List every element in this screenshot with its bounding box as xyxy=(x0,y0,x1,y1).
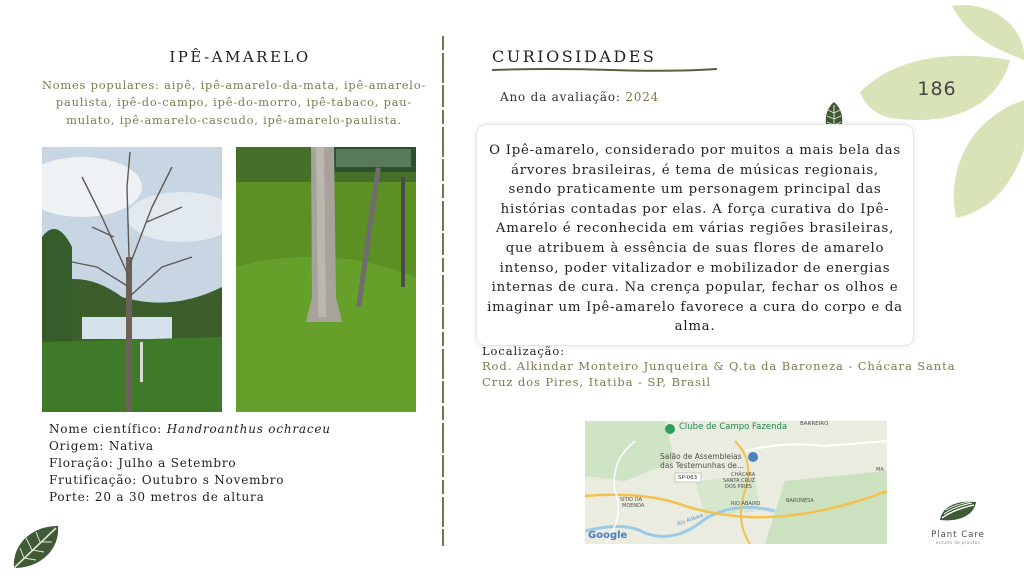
page-divider xyxy=(442,36,444,546)
popular-names: Nomes populares: aipê, ipê-amarelo-da-mata, ipê-amarelo-paulista, ipê-do-campo, ipê-do-morro, ipê-tabaco, pau-mulato, ipê-amarelo-cascudo, ipê-amarelo-paulista. xyxy=(41,78,427,127)
location-label: Localização: xyxy=(482,344,566,358)
curiosity-card xyxy=(476,124,914,346)
map-label-rio-abaixo: RIO ABAIXO xyxy=(731,501,761,507)
leaf-icon xyxy=(10,522,62,572)
plant-care-logo xyxy=(918,498,998,545)
map-label-sitio-2: MOENDA xyxy=(622,503,645,509)
species-facts xyxy=(49,421,331,506)
brand-tagline: estudo de plantas xyxy=(935,540,981,545)
map-label-hall-1: Salão de Assembleias xyxy=(660,452,742,461)
map-label-river: Rio Atibaia xyxy=(676,512,705,528)
map-label-hall-2: das Testemunhas de... xyxy=(660,461,745,470)
google-logo: Google xyxy=(588,530,628,541)
location-map[interactable] xyxy=(585,421,887,544)
map-label-baronesa: BARONESA xyxy=(786,498,814,504)
fruiting: Frutificação: Outubro s Novembro xyxy=(49,473,285,487)
map-label-sitio-1: SÍTIO DA xyxy=(620,497,642,503)
flowering: Floração: Julho a Setembro xyxy=(49,456,237,470)
map-label-chacara-1: CHÁCARA xyxy=(731,472,756,478)
map-label-barreiro: BARREIRO xyxy=(800,421,829,427)
map-label-chacara-2: SANTA CRUZ xyxy=(723,478,756,484)
brand-name: Plant Care xyxy=(931,530,985,540)
location-address: Rod. Alkindar Monteiro Junqueira & Q.ta da Baroneza - Chácara Santa Cruz dos Pires, Itatiba - SP, Brasil xyxy=(482,359,956,389)
tree-size: Porte: 20 a 30 metros de altura xyxy=(49,490,265,504)
curiosity-text: O Ipê-amarelo, considerado por muitos a mais bela das árvores brasileiras, é tema de músicas regionais, sendo praticamente um personagem principal das histórias contadas por elas. A força curativa do Ipê-Amarelo é reconhecida em várias regiões brasileiras, que atribuem à essência de suas flores de amarelo intenso, poder vitalizador e mobilizador de energias internas de cura. Na crença popular, fechar os olhos e imaginar um Ipê-amarelo favorece a cura do corpo e da alma. xyxy=(487,143,903,335)
origin: Origem: Nativa xyxy=(49,439,154,453)
evaluation-year: Ano da avaliação: 2024 xyxy=(500,90,660,104)
trunk-photo xyxy=(236,147,416,412)
map-label-edge: MA xyxy=(876,467,884,473)
map-label-club: Clube de Campo Fazenda xyxy=(679,422,788,432)
section-title: CURIOSIDADES xyxy=(492,47,657,66)
species-title: IPÊ-AMARELO xyxy=(169,48,311,66)
page-number: 186 xyxy=(917,78,957,100)
logo-leaf-icon xyxy=(936,498,980,524)
title-underline xyxy=(492,67,717,73)
tree-photo xyxy=(42,147,222,412)
map-road-code: SP-063 xyxy=(678,475,698,481)
map-label-chacara-3: DOS PIRES xyxy=(725,484,752,490)
scientific-name: Nome científico: Handroanthus ochraceu xyxy=(49,422,331,436)
